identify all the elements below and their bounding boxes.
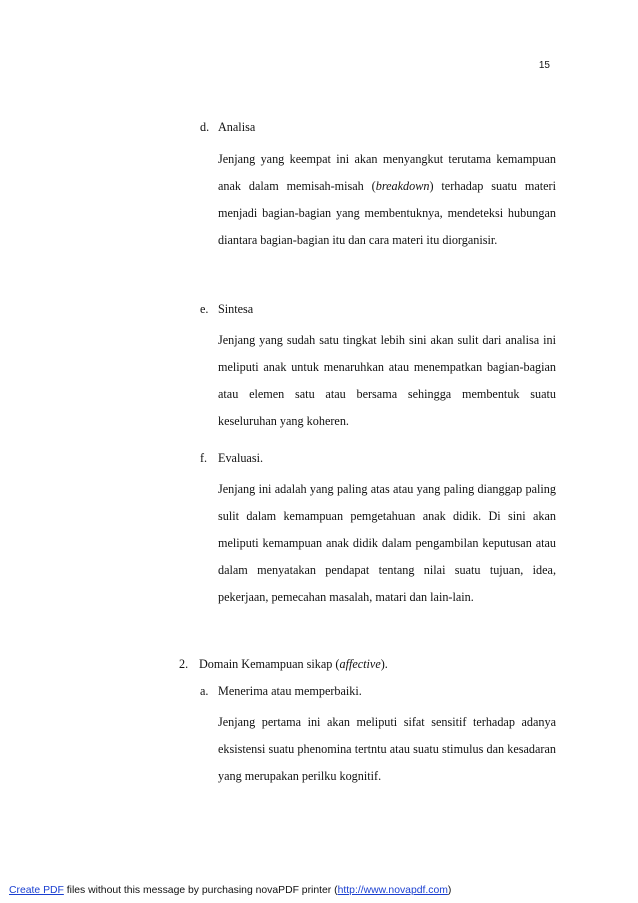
domain-2-title-after: ).	[380, 657, 388, 671]
footer-end-text: )	[447, 885, 452, 896]
novapdf-link[interactable]: http://www.novapdf.com	[337, 885, 448, 896]
item-e-title: Sintesa	[218, 302, 254, 316]
item-d-label: d.	[200, 120, 210, 134]
domain-2-label: 2.	[179, 657, 189, 671]
item-e-paragraph: Jenjang yang sudah satu tingkat lebih sini akan sulit dari analisa ini meliputi anak untuk menaruhkan atau menempatkan bagian-bagian atau elemen satu atau bersama sehingga membentuk suatu keseluruhan yang koheren.	[218, 333, 556, 429]
item-f-label: f.	[200, 451, 208, 465]
item-a-paragraph: Jenjang pertama ini akan meliputi sifat sensitif terhadap adanya eksistensi suatu phenomina tertntu atau suatu stimulus dan kesadaran yang merupakan perilku kognitif.	[218, 715, 556, 784]
create-pdf-link[interactable]: Create PDF	[9, 885, 64, 896]
item-d-text-italic: breakdown	[375, 179, 430, 194]
domain-2-title-before: Domain Kemampuan sikap (	[199, 657, 340, 671]
item-a-label: a.	[200, 684, 209, 698]
footer-note	[9, 885, 451, 896]
page-number: 15	[538, 60, 550, 71]
item-d-text-after: ) terhadap suatu materi menjadi bagian-bagian yang membentuknya, mendeteksi hubungan diantara bagian-bagian itu dan cara materi itu diorganisir.	[218, 179, 557, 248]
item-d-paragraph	[218, 146, 556, 254]
item-d-title: Analisa	[218, 120, 256, 134]
item-f-title: Evaluasi.	[218, 451, 264, 465]
domain-2-title	[199, 657, 388, 672]
domain-2-title-italic: affective	[339, 657, 381, 671]
item-a-title: Menerima atau memperbaiki.	[218, 684, 362, 698]
item-d-text-before: Jenjang yang keempat ini akan menyangkut terutama kemampuan anak dalam memisah-misah (	[218, 152, 556, 194]
item-e-label: e.	[200, 302, 209, 316]
footer-middle-text: files without this message by purchasing novaPDF printer (	[63, 885, 338, 896]
item-f-paragraph: Jenjang ini adalah yang paling atas atau yang paling dianggap paling sulit dalam kemampuan pemgetahuan anak didik. Di sini akan meliputi kemampuan anak didik dalam pengambilan keputusan atau dalam menyatakan pendapat tentang nilai suatu tujuan, idea, pekerjaan, pemecahan masalah, matari dan lain-lain.	[218, 482, 556, 605]
